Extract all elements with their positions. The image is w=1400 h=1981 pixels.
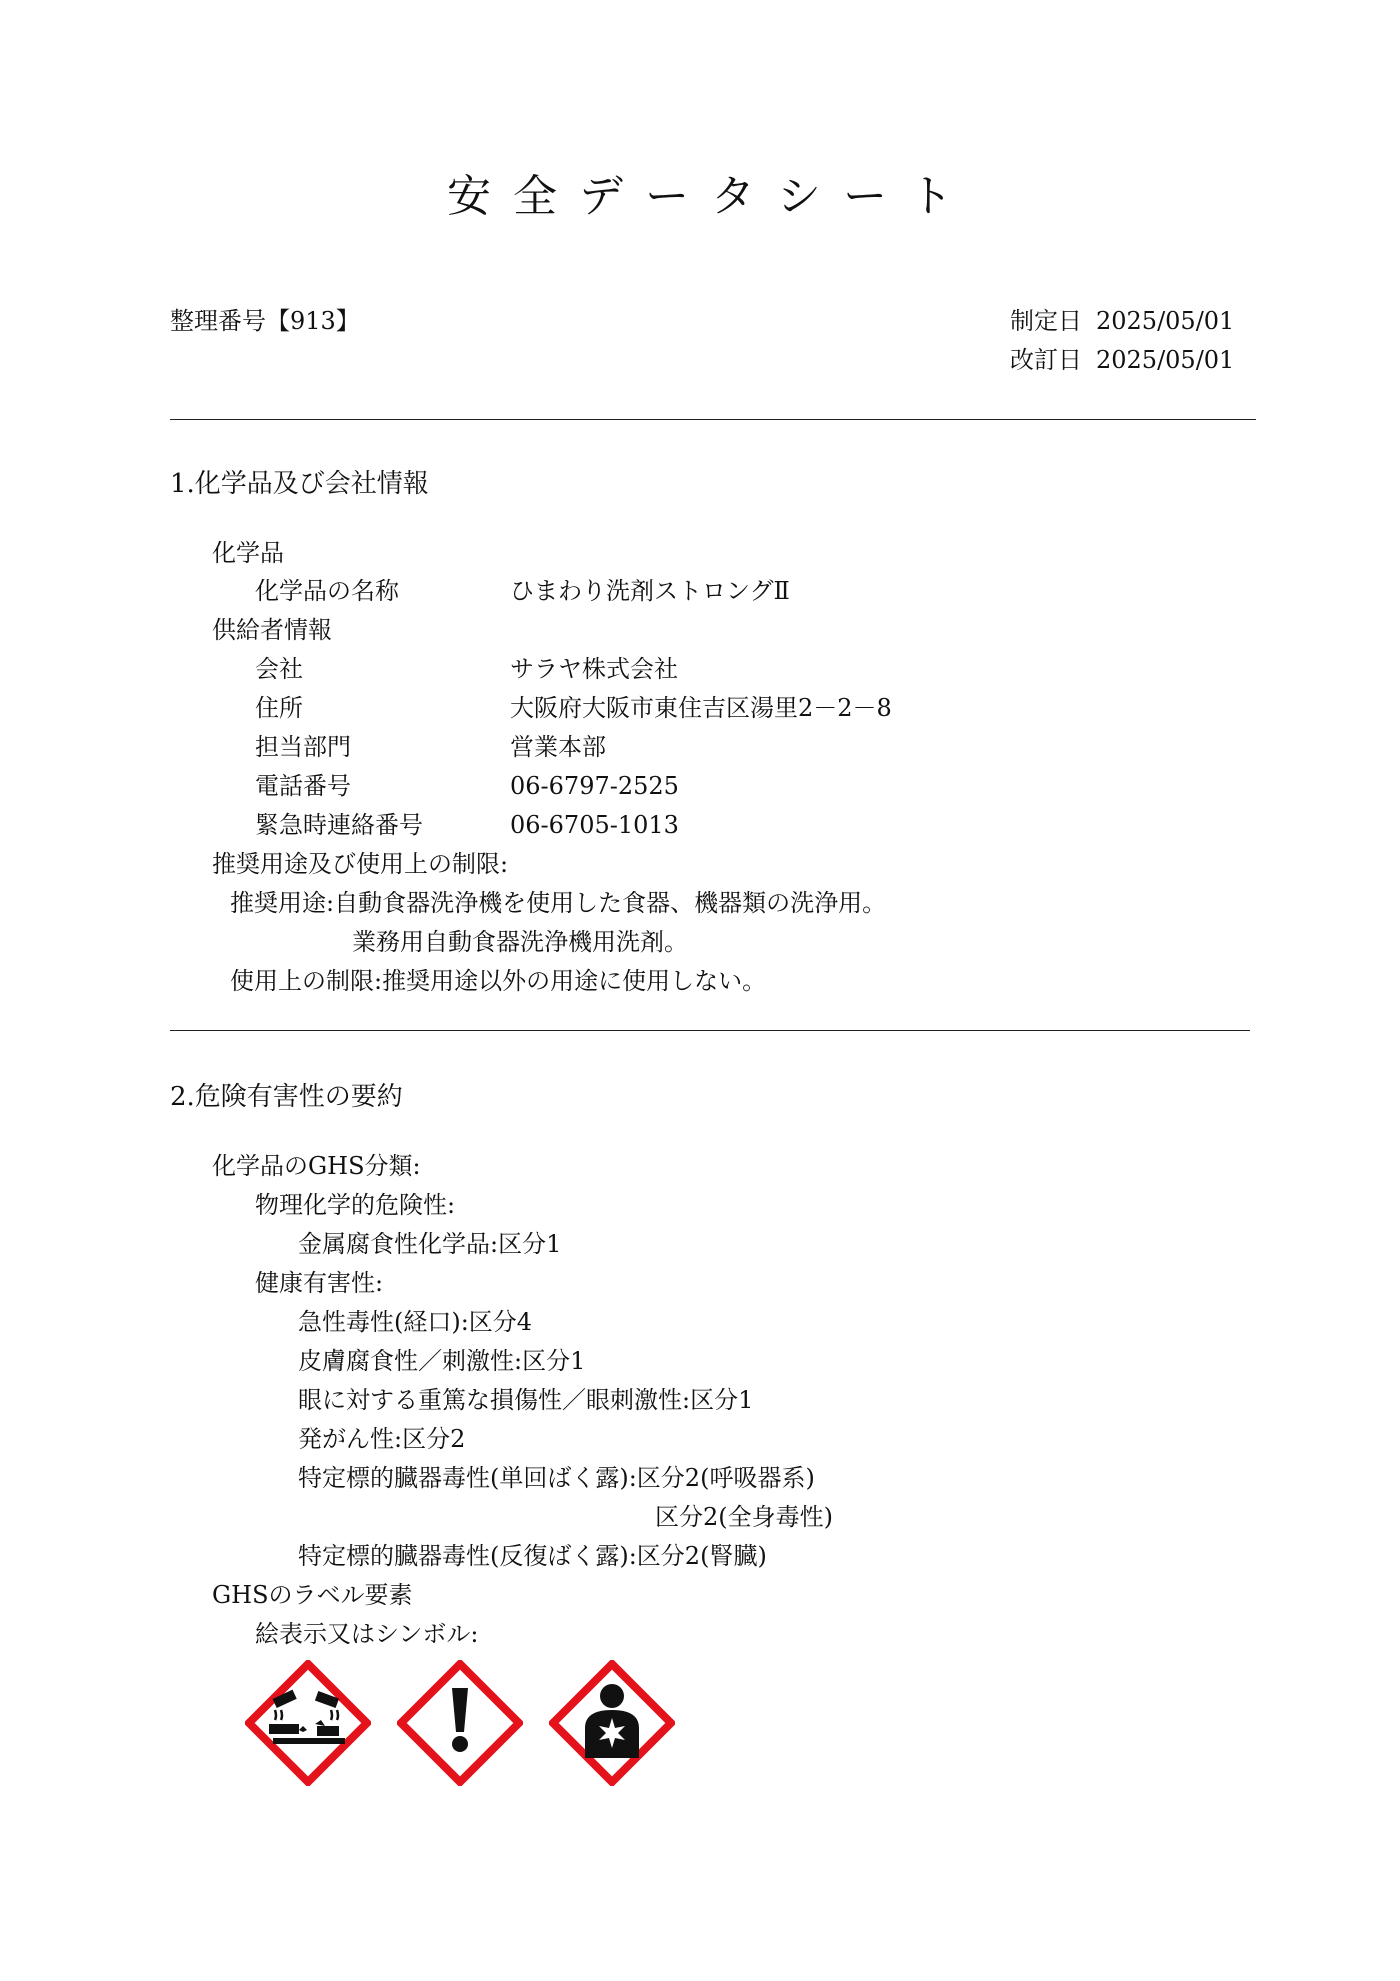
stot-single-respiratory: 特定標的臓器毒性(単回ばく露):区分2(呼吸器系) [298, 1464, 815, 1492]
address-label: 住所 [255, 694, 303, 722]
ghs-classification: 化学品のGHS分類: [212, 1152, 421, 1180]
reference-number: 整理番号【913】 [170, 307, 360, 335]
use-heading: 推奨用途及び使用上の制限: [212, 850, 509, 878]
skin-corrosion: 皮膚腐食性／刺激性:区分1 [298, 1347, 586, 1375]
supplier-label: 供給者情報 [212, 616, 332, 644]
created-date-value: 2025/05/01 [1096, 307, 1235, 335]
recommended-use-cont: 業務用自動食器洗浄機用洗剤。 [352, 928, 688, 956]
emergency-phone-value: 06-6705-1013 [510, 811, 679, 839]
corrosion-icon [245, 1660, 371, 1786]
acute-toxicity: 急性毒性(経口):区分4 [298, 1308, 533, 1336]
section2-heading: 2.危険有害性の要約 [170, 1082, 403, 1112]
department-label: 担当部門 [255, 733, 351, 761]
product-name-label: 化学品の名称 [255, 577, 399, 605]
metal-corrosive: 金属腐食性化学品:区分1 [298, 1230, 562, 1258]
stot-single-systemic: 区分2(全身毒性) [655, 1503, 833, 1531]
physchem-hazards: 物理化学的危険性: [255, 1191, 456, 1219]
eye-damage: 眼に対する重篤な損傷性／眼刺激性:区分1 [298, 1386, 754, 1414]
product-name-value: ひまわり洗剤ストロングⅡ [510, 577, 790, 605]
stot-repeated: 特定標的臓器毒性(反復ばく露):区分2(腎臓) [298, 1542, 767, 1570]
health-hazards: 健康有害性: [255, 1269, 384, 1297]
exclamation-mark-icon [397, 1660, 523, 1786]
company-value: サラヤ株式会社 [510, 655, 678, 683]
created-date-label: 制定日 [1010, 307, 1082, 335]
address-value: 大阪府大阪市東住吉区湯里2－2－8 [510, 694, 892, 722]
ghs-label-elements: GHSのラベル要素 [212, 1581, 413, 1609]
section1-heading: 1.化学品及び会社情報 [170, 469, 429, 499]
revised-date-value: 2025/05/01 [1096, 346, 1235, 374]
carcinogenicity: 発がん性:区分2 [298, 1425, 466, 1453]
created-date-row [1010, 306, 1234, 336]
phone-value: 06-6797-2525 [510, 772, 679, 800]
company-label: 会社 [255, 655, 303, 683]
divider [170, 419, 1256, 420]
department-value: 営業本部 [510, 733, 606, 761]
health-hazard-icon [549, 1660, 675, 1786]
chem-label: 化学品 [212, 539, 284, 567]
phone-label: 電話番号 [255, 772, 351, 800]
page-title: 安全データシート [447, 171, 975, 222]
use-restriction: 使用上の制限:推奨用途以外の用途に使用しない。 [230, 967, 767, 995]
recommended-use: 推奨用途:自動食器洗浄機を使用した食器、機器類の洗浄用。 [230, 889, 887, 917]
pictogram-label: 絵表示又はシンボル: [255, 1620, 479, 1648]
divider [170, 1030, 1250, 1031]
emergency-phone-label: 緊急時連絡番号 [255, 811, 423, 839]
revised-date-row [1010, 345, 1234, 375]
revised-date-label: 改訂日 [1010, 346, 1082, 374]
